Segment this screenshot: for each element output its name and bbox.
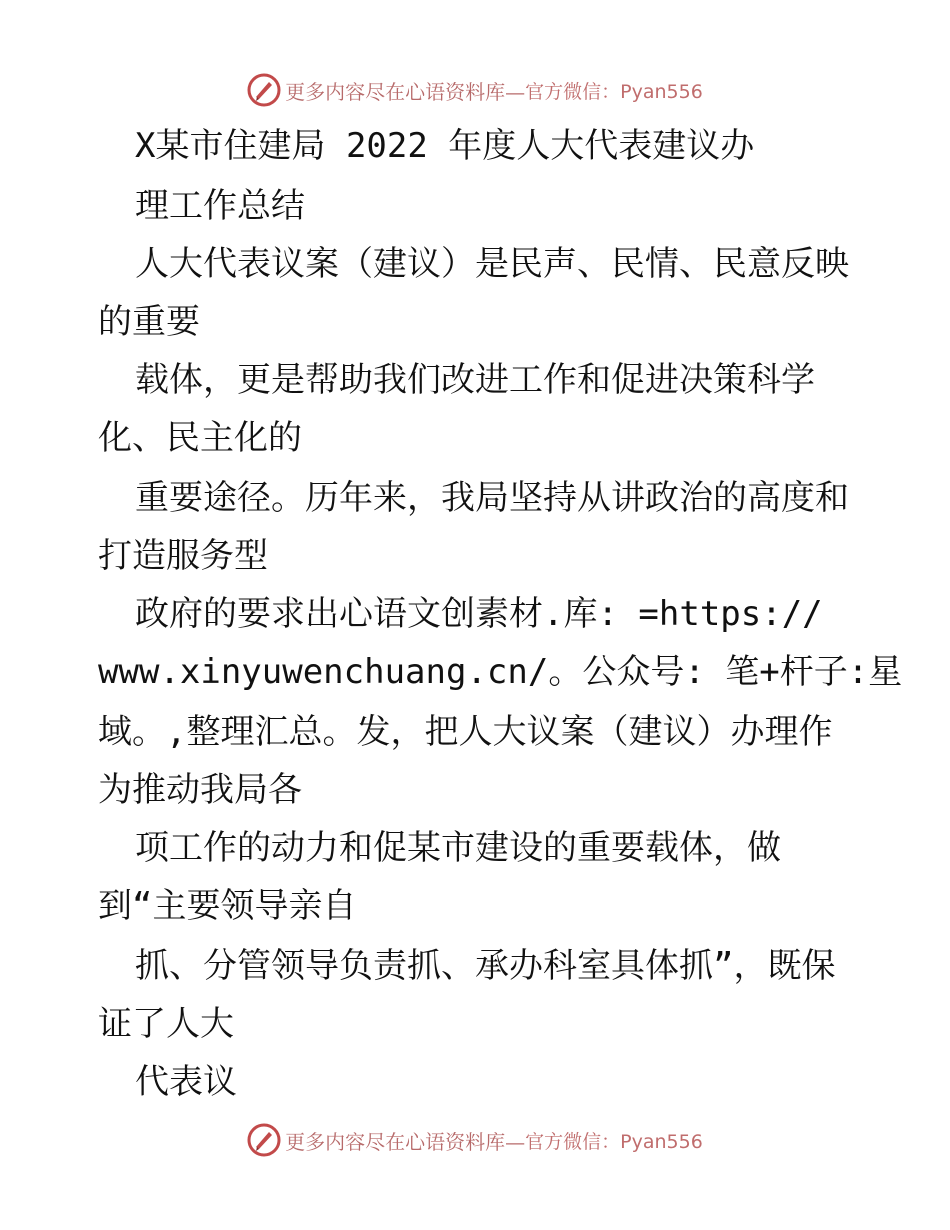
paragraph-line: 政府的要求出心语文创素材.库: =https:// <box>135 594 823 634</box>
quill-logo-icon <box>247 1123 281 1157</box>
banner-wechat-tag: 官方微信：Pyan556 <box>525 80 703 103</box>
paragraph-line: 的重要 <box>98 302 200 342</box>
banner-text: 更多内容尽在心语资料库— <box>285 79 526 104</box>
paragraph-line: 载体，更是帮助我们改进工作和促进决策科学 <box>135 360 815 400</box>
paragraph-line: 证了人大 <box>98 1004 234 1044</box>
paragraph-line: www.xinyuwenchuang.cn/。公众号: 笔+杆子:星 <box>98 652 903 692</box>
footer-watermark-banner <box>0 1120 950 1160</box>
paragraph-line: 打造服务型 <box>98 536 268 576</box>
paragraph-line: 域。,整理汇总。发，把人大议案（建议）办理作 <box>98 712 833 752</box>
paragraph-line: 为推动我局各 <box>98 770 302 810</box>
paragraph-line: 项工作的动力和促某市建设的重要载体，做 <box>135 828 781 868</box>
paragraph-line: 人大代表议案（建议）是民声、民情、民意反映 <box>135 244 849 284</box>
paragraph-line: 化、民主化的 <box>98 418 302 458</box>
banner-text: 更多内容尽在心语资料库— <box>285 1129 526 1154</box>
title-line-2: 理工作总结 <box>135 186 305 226</box>
header-watermark-banner <box>0 70 950 110</box>
paragraph-line: 抓、分管领导负责抓、承办科室具体抓”，既保 <box>135 946 836 986</box>
paragraph-line: 代表议 <box>135 1062 237 1102</box>
title-line-1: X某市住建局 2022 年度人大代表建议办 <box>135 126 755 166</box>
paragraph-line: 重要途径。历年来，我局坚持从讲政治的高度和 <box>135 478 849 518</box>
paragraph-line: 到“主要领导亲自 <box>98 886 357 926</box>
quill-logo-icon <box>247 73 281 107</box>
banner-wechat-tag: 官方微信：Pyan556 <box>525 1130 703 1153</box>
